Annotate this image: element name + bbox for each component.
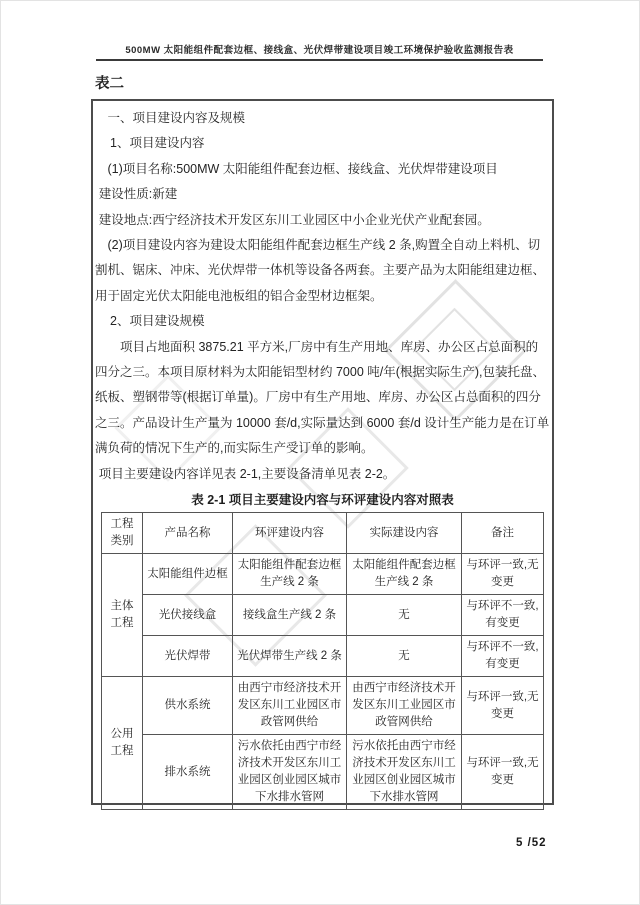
cell-note: 与环评不一致,有变更 [462, 595, 544, 636]
table-row [102, 595, 544, 636]
paragraph-construction-detail: (2)项目建设内容为建设太阳能组件配套边框生产线 2 条,购置全自动上料机、切割机、锯床、冲床、光伏焊带一体机等设备各两套。主要产品为太阳能组建边框、用于固定光伏太阳能电池板组的铝合金型材边框架。 [95, 238, 546, 303]
table-row [102, 735, 544, 810]
cell-category-public-works: 公用工程 [102, 677, 143, 810]
cell-actual: 无 [347, 636, 462, 677]
table-2-1-title: 表 2-1 项目主要建设内容与环评建设内容对照表 [191, 493, 454, 508]
cell-product: 光伏接线盒 [143, 595, 233, 636]
table-header-row [102, 513, 544, 554]
cell-eia: 接线盒生产线 2 条 [233, 595, 347, 636]
construction-comparison-table [101, 512, 544, 810]
cell-note: 与环评不一致,有变更 [462, 636, 544, 677]
cell-actual: 由西宁市经济技术开发区东川工业园区市政管网供给 [347, 677, 462, 735]
table-row [102, 677, 544, 735]
content-box [91, 99, 554, 805]
subheading-project-content: 1、项目建设内容 [110, 136, 205, 151]
col-header-actual-content: 实际建设内容 [347, 513, 462, 554]
cell-note: 与环评一致,无变更 [462, 554, 544, 595]
paragraph-table-reference: 项目主要建设内容详见表 2-1,主要设备清单见表 2-2。 [98, 466, 396, 481]
subheading-project-scale: 2、项目建设规模 [110, 314, 205, 329]
section-label: 表二 [95, 76, 124, 92]
document-header-title: 500MW 太阳能组件配套边框、接线盒、光伏焊带建设项目竣工环境保护验收监测报告表 [96, 42, 543, 61]
col-header-eia-content: 环评建设内容 [233, 513, 347, 554]
cell-note: 与环评一致,无变更 [462, 677, 544, 735]
col-header-project-category: 工程类别 [102, 513, 143, 554]
col-header-product-name: 产品名称 [143, 513, 233, 554]
cell-product: 光伏焊带 [143, 636, 233, 677]
cell-eia: 由西宁市经济技术开发区东川工业园区市政管网供给 [233, 677, 347, 735]
cell-actual: 太阳能组件配套边框生产线 2 条 [347, 554, 462, 595]
cell-product: 排水系统 [143, 735, 233, 810]
table-row [102, 636, 544, 677]
cell-actual: 污水依托由西宁市经济技术开发区东川工业园区创业园区城市下水排水管网 [347, 735, 462, 810]
paragraph-scale-detail: 项目占地面积 3875.21 平方米,厂房中有生产用地、库房、办公区占总面积的四分之三。本项目原材料为太阳能铝型材约 7000 吨/年(根据实际生产),包装托盘、纸板、塑钢带等(根据订单量)。厂房中有生产用地、库房、办公区占总面积的四分之三。产品设计生产量为 10000 套/d,实际量达到 6000 套/d 设计生产能力是在订单满负荷的情况下生产的,而实际生产受订单的影响。 [95, 339, 550, 456]
cell-note: 与环评一致,无变更 [462, 735, 544, 810]
paragraph-construction-site: 建设地点:西宁经济技术开发区东川工业园区中小企业光伏产业配套园。 [98, 212, 490, 227]
heading-project-content-scale: 一、项目建设内容及规模 [107, 111, 246, 125]
table-row [102, 554, 544, 595]
cell-product: 供水系统 [143, 677, 233, 735]
cell-actual: 无 [347, 595, 462, 636]
cell-eia: 污水依托由西宁市经济技术开发区东川工业园区创业园区城市下水排水管网 [233, 735, 347, 810]
cell-category-main-works: 主体工程 [102, 554, 143, 677]
page-number: 5 /52 [516, 837, 547, 849]
paragraph-construction-nature: 建设性质:新建 [98, 187, 178, 202]
paragraph-project-name: (1)项目名称:500MW 太阳能组件配套边框、接线盒、光伏焊带建设项目 [107, 161, 498, 176]
cell-eia: 太阳能组件配套边框生产线 2 条 [233, 554, 347, 595]
cell-product: 太阳能组件边框 [143, 554, 233, 595]
col-header-remark: 备注 [462, 513, 544, 554]
cell-eia: 光伏焊带生产线 2 条 [233, 636, 347, 677]
